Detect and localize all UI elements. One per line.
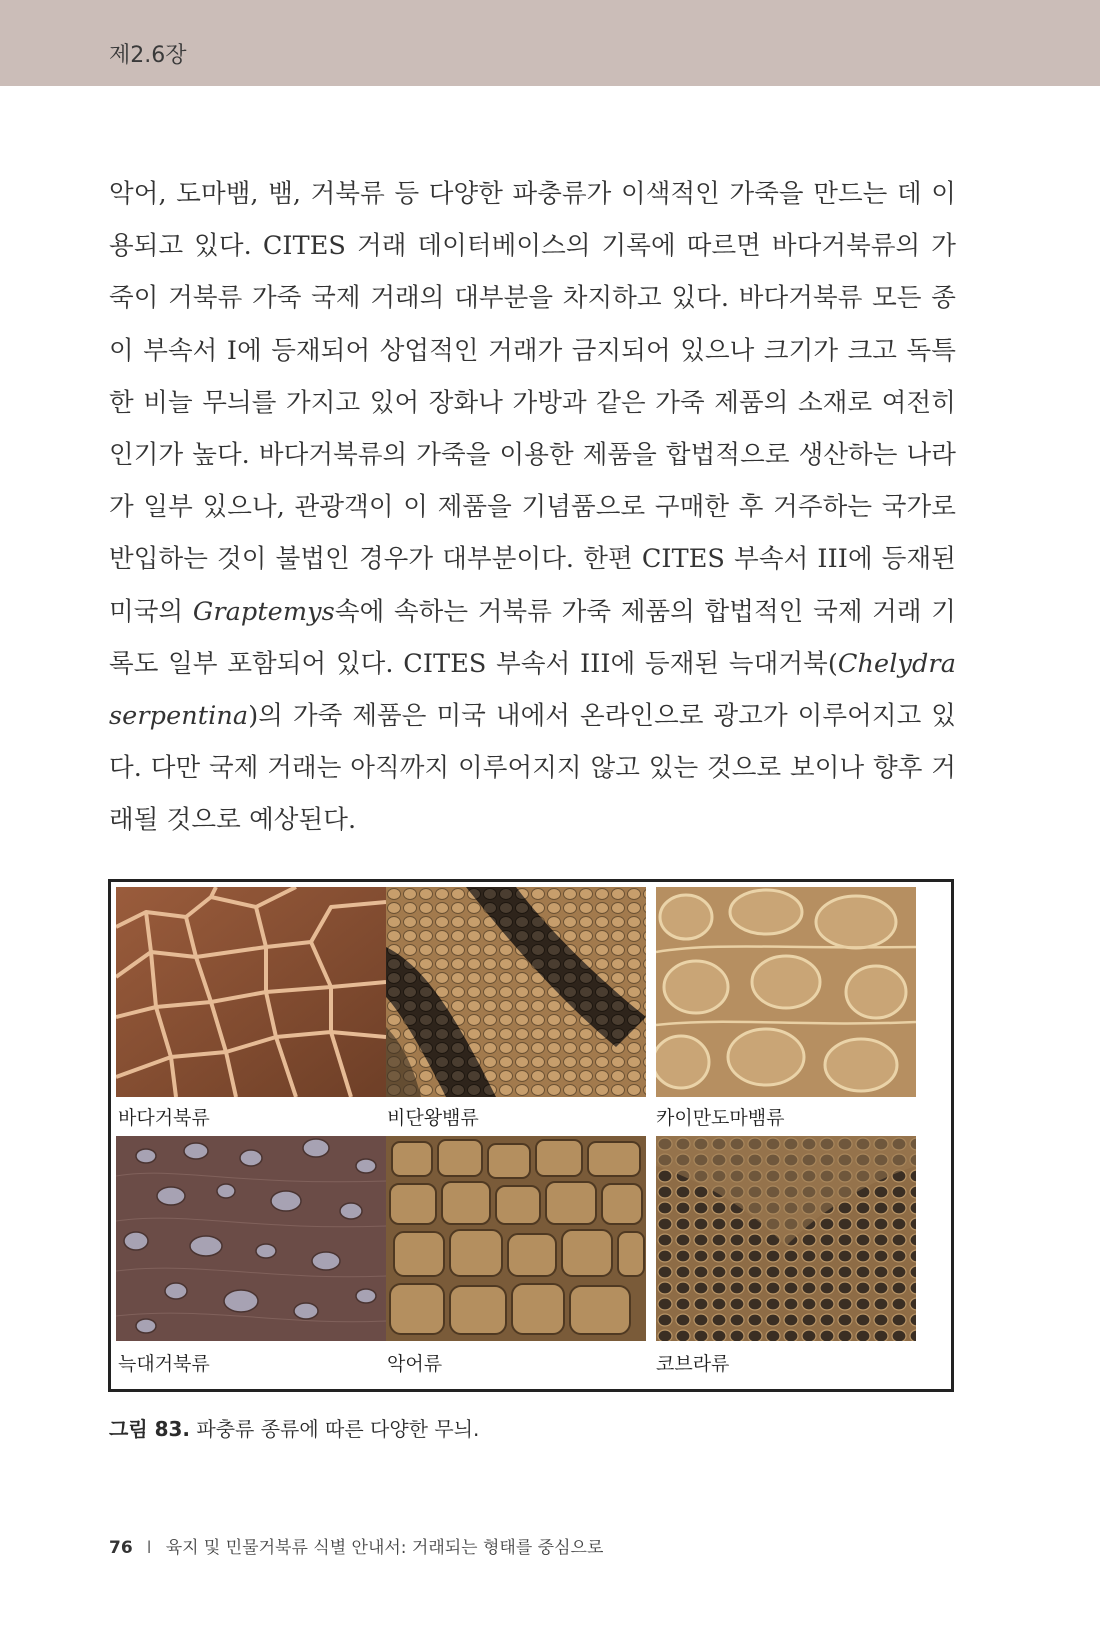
caiman-lizard-skin-image [656,887,926,1097]
page-number: 76 [109,1538,133,1558]
body-text-part-3: )의 가죽 제품은 미국 내에서 온라인으로 광고가 이루어지고 있다. 다만 국제 거래는 아직까지 이루어지지 않고 있는 것으로 보이나 향후 거래될 것으로 예상된다. [109,701,956,836]
snapping-turtle-skin-image [116,1136,386,1341]
book-title: 육지 및 민물거북류 식별 안내서: 거래되는 형태를 중심으로 [165,1538,604,1558]
crocodile-skin-image [386,1136,656,1341]
genus-name: Graptemys [192,596,335,627]
cobra-skin-texture-icon [656,1136,916,1341]
tile-caption-crocodile: 악어류 [387,1353,443,1375]
tile-caption-caiman-lizard: 카이만도마뱀류 [656,1107,785,1129]
figure-grid [108,879,954,1392]
chapter-label: 제2.6장 [109,43,187,68]
figure-caption [109,1413,479,1442]
footer-separator: I [146,1538,152,1558]
tile-caption-sea-turtle: 바다거북류 [118,1107,210,1129]
tile-caption-python: 비단왕뱀류 [387,1107,479,1129]
sea-turtle-skin-texture-icon [116,887,386,1097]
tile-caption-snapping-turtle: 늑대거북류 [118,1353,210,1375]
python-skin-image [386,887,656,1097]
tile-caption-cobra: 코브라류 [656,1353,730,1375]
species-name: Chelydra serpentina [109,648,956,732]
figure-number: 그림 83. [109,1417,191,1441]
page-footer [109,1533,603,1558]
body-text-part-1: 악어, 도마뱀, 뱀, 거북류 등 다양한 파충류가 이색적인 가죽을 만드는 데 이용되고 있다. CITES 거래 데이터베이스의 기록에 따르면 바다거북류의 가죽이 거북류 가죽 국제 거래의 대부분을 차지하고 있다. 바다거북류 모든 종이 부속서 I에 등재되어 상업적인 거래가 금지되어 있으나 크기가 크고 독특한 비늘 무늬를 가지고 있어 장화나 가방과 같은 가죽 제품의 소재로 여전히 인기가 높다. 바다거북류의 가죽을 이용한 제품을 합법적으로 생산하는 나라가 일부 있으나, 관광객이 이 제품을 기념품으로 구매한 후 거주하는 국가로 반입하는 것이 불법인 경우가 대부분이다. 한편 CITES 부속서 III에 등재된 미국의 [109,179,956,627]
caiman-lizard-skin-texture-icon [656,887,916,1097]
sea-turtle-skin-image [116,887,386,1097]
figure-caption-text: 파충류 종류에 따른 다양한 무늬. [190,1417,480,1441]
body-paragraph [109,168,956,847]
snapping-turtle-skin-texture-icon [116,1136,386,1341]
cobra-skin-image [656,1136,926,1341]
body-text-part-2: 속에 속하는 거북류 가죽 제품의 합법적인 국제 거래 기록도 일부 포함되어 있다. CITES 부속서 III에 등재된 늑대거북( [109,596,957,679]
python-skin-texture-icon [386,887,646,1097]
crocodile-skin-texture-icon [386,1136,646,1341]
